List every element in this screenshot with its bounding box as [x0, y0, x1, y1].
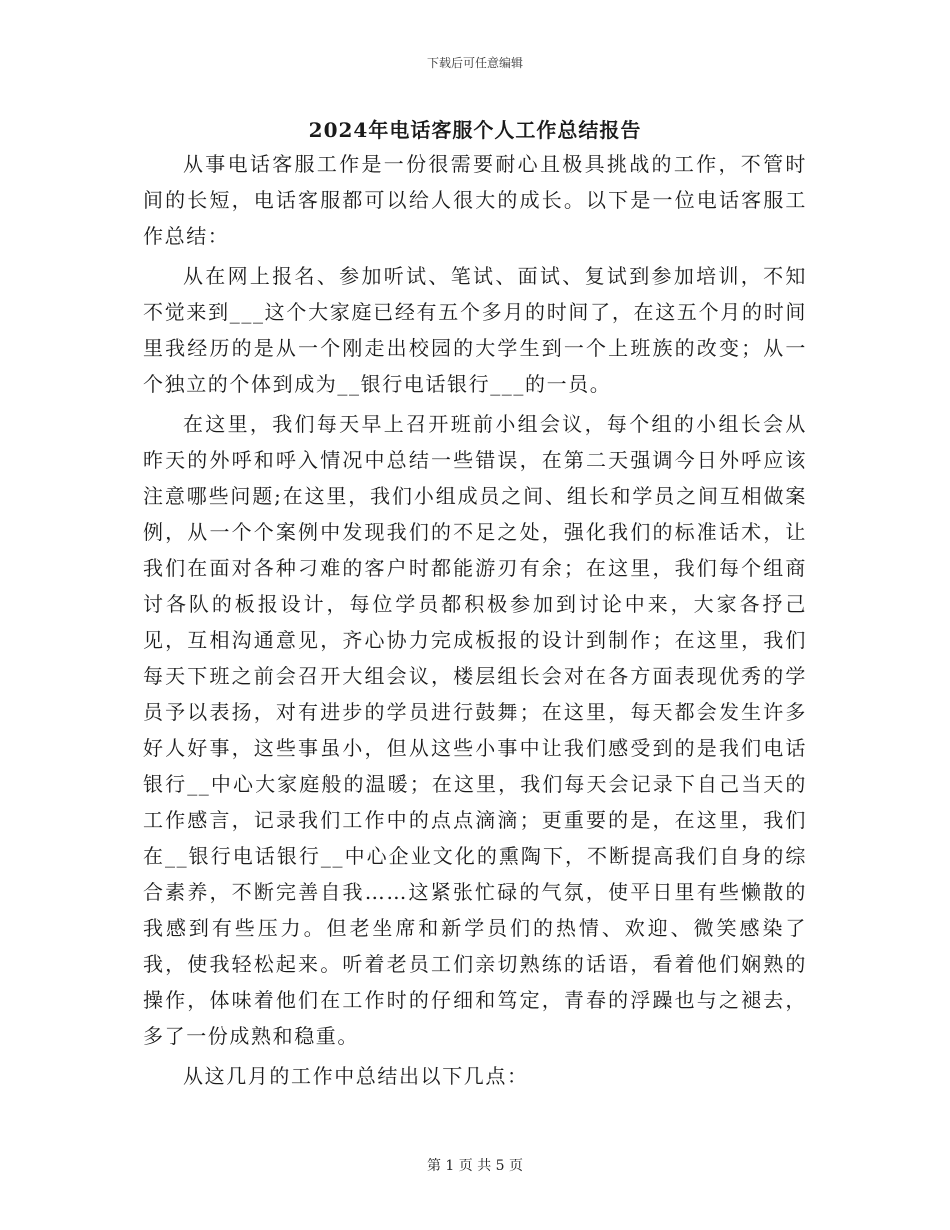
paragraph-summary-lead: 从这几月的工作中总结出以下几点：: [183, 1064, 529, 1088]
document-body: [143, 146, 807, 1098]
header-note: 下载后可任意编辑: [426, 56, 523, 70]
paragraph-intro: 从事电话客服工作是一份很需要耐心且极具挑战的工作，不管时间的长短，电话客服都可以给人很大的成长。以下是一位电话客服工作总结：: [143, 152, 807, 248]
paragraph-experience: 从在网上报名、参加听试、笔试、面试、复试到参加培训，不知不觉来到___这个大家庭已经有五个多月的时间了，在这五个月的时间里我经历的是从一个刚走出校园的大学生到一个上班族的改变；从一个独立的个体到成为__银行电话银行___的一员。: [143, 264, 807, 396]
page-footer: 第 1 页 共 5 页: [426, 1158, 524, 1174]
paragraph-daily-work: 在这里，我们每天早上召开班前小组会议，每个组的小组长会从昨天的外呼和呼入情况中总结一些错误，在第二天强调今日外呼应该注意哪些问题;在这里，我们小组成员之间、组长和学员之间互相做案例，从一个个案例中发现我们的不足之处，强化我们的标准话术，让我们在面对各种刁难的客户时都能游刃有余；在这里，我们每个组商讨各队的板报设计，每位学员都积极参加到讨论中来，大家各抒己见，互相沟通意见，齐心协力完成板报的设计到制作；在这里，我们每天下班之前会召开大组会议，楼层组长会对在各方面表现优秀的学员予以表扬，对有进步的学员进行鼓舞；在这里，每天都会发生许多好人好事，这些事虽小，但从这些小事中让我们感受到的是我们电话银行__中心大家庭般的温暖；在这里，我们每天会记录下自己当天的工作感言，记录我们工作中的点点滴滴；更重要的是，在这里，我们在__银行电话银行__中心企业文化的熏陶下，不断提高我们自身的综合素养，不断完善自我……这紧张忙碌的气氛，使平日里有些懒散的我感到有些压力。但老坐席和新学员们的热情、欢迎、微笑感染了我，使我轻松起来。听着老员工们亲切熟练的话语，看着他们娴熟的操作，体味着他们在工作时的仔细和笃定，青春的浮躁也与之褪去，多了一份成熟和稳重。: [143, 412, 807, 1048]
document-title: 2024年电话客服个人工作总结报告: [308, 118, 642, 142]
